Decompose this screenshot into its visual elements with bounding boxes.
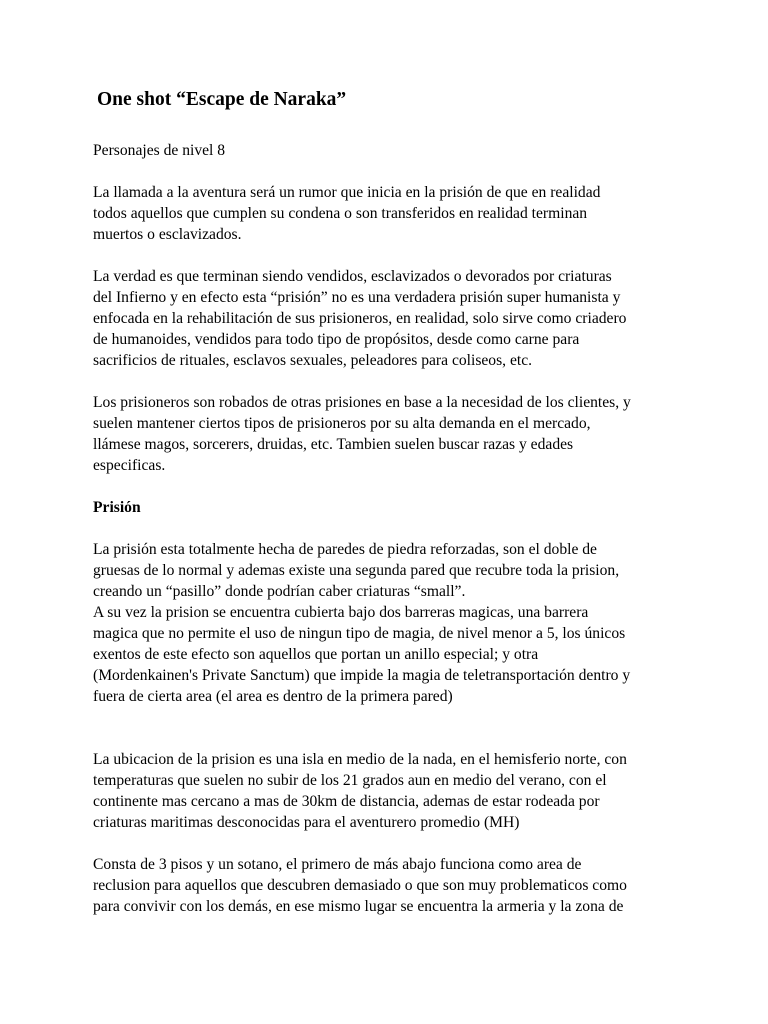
paragraph-call-to-adventure [93,182,683,245]
text-line: continente mas cercano a mas de 30km de distancia, ademas de estar rodeada por [93,793,600,810]
text-line: de humanoides, vendidos para todo tipo de propósitos, desde como carne para [93,331,580,348]
text-line: llámese magos, sorcerers, druidas, etc. Tambien suelen buscar razas y edades [93,436,574,453]
text-line: A su vez la prision se encuentra cubierta bajo dos barreras magicas, una barrera [93,604,589,621]
text-line: temperaturas que suelen no subir de los 21 grados aun en medio del verano, con el [93,772,607,789]
section-heading-prision [93,497,683,518]
text-line: para convivir con los demás, en ese mismo lugar se encuentra la armeria y la zona de [93,898,624,915]
text-line: La ubicacion de la prision es una isla en medio de la nada, en el hemisferio norte, con [93,751,627,768]
text-line: La llamada a la aventura será un rumor que inicia en la prisión de que en realidad [93,184,601,201]
text-line: creando un “pasillo” donde podrían caber criaturas “small”. [93,583,466,600]
text-line: gruesas de lo normal y ademas existe una segunda pared que recubre toda la prision, [93,562,620,579]
text-line: Consta de 3 pisos y un sotano, el primero de más abajo funciona como area de [93,856,582,873]
text-line: reclusion para aquellos que descubren demasiado o que son muy problematicos como [93,877,627,894]
text-line: muertos o esclavizados. [93,226,242,243]
paragraph-prisoners [93,392,683,476]
text-line: suelen mantener ciertos tipos de prisioneros por su alta demanda en el mercado, [93,415,591,432]
text-line: La verdad es que terminan siendo vendidos, esclavizados o devorados por criaturas [93,268,612,285]
paragraph-floors [93,854,683,917]
text-line: criaturas maritimas desconocidas para el aventurero promedio (MH) [93,814,520,831]
text-line: fuera de cierta area (el area es dentro de la primera pared) [93,688,453,705]
text-line: todos aquellos que cumplen su condena o son transferidos en realidad terminan [93,205,588,222]
text-line: sacrificios de rituales, esclavos sexuales, peleadores para coliseos, etc. [93,352,533,369]
text-line: Personajes de nivel 8 [93,142,226,159]
text-line: Los prisioneros son robados de otras prisiones en base a la necesidad de los clientes, y [93,394,631,411]
text-line: enfocada en la rehabilitación de sus prisioneros, en realidad, solo sirve como criadero [93,310,627,327]
document-body [93,86,683,917]
text-line: exentos de este efecto son aquellos que portan un anillo especial; y otra [93,646,539,663]
paragraph-location [93,749,683,833]
text-line: especificas. [93,457,166,474]
paragraph-prison-walls [93,539,683,707]
text-line: La prisión esta totalmente hecha de paredes de piedra reforzadas, son el doble de [93,541,597,558]
text-line: del Infierno y en efecto esta “prisión” no es una verdadera prisión super humanista y [93,289,621,306]
text-line: magica que no permite el uso de ningun tipo de magia, de nivel menor a 5, los únicos [93,625,626,642]
level-line [93,140,683,161]
text-line: Prisión [93,499,141,516]
paragraph-truth [93,266,683,371]
text-line: (Mordenkainen's Private Sanctum) que impide la magia de teletransportación dentro y [93,667,631,684]
document-title: One shot “Escape de Naraka” [97,89,347,110]
